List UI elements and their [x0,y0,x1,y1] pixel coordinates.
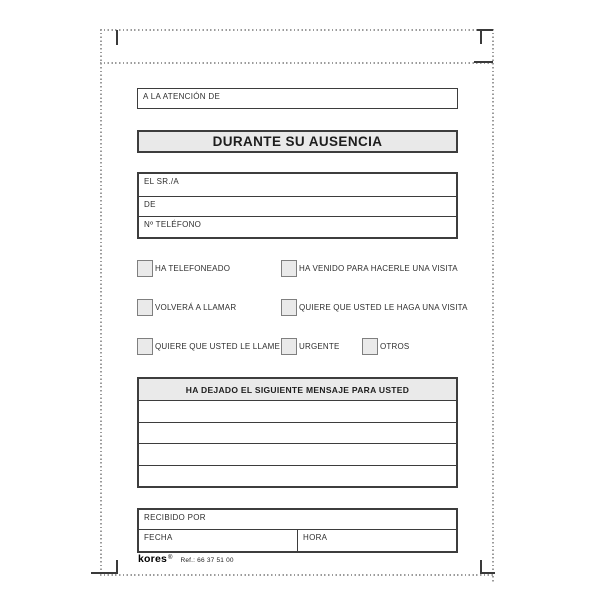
checkbox-label: URGENTE [299,341,340,351]
perforation-line-top [100,29,493,31]
received-section [137,508,458,553]
checkbox-otros [362,337,409,355]
message-header [139,379,456,401]
message-blank-line [139,401,456,422]
checkbox-ha-venido-visita [281,259,458,277]
caller-name-field [139,174,456,197]
crop-mark-right-stub [474,61,493,63]
caller-company-field [139,197,456,217]
caller-info-section [137,172,458,239]
checkbox-box [137,260,153,277]
brand-logo: kores [138,553,168,565]
checkbox-label: HA VENIDO PARA HACERLE UNA VISITA [299,263,458,273]
checkbox-quiere-le-llame [137,337,280,355]
crop-mark-top-right-v [480,30,482,44]
date-label: FECHA [144,533,173,542]
checkbox-label: HA TELEFONEADO [155,263,231,273]
checkbox-label: QUIERE QUE USTED LE LLAME [155,341,281,351]
message-section [137,377,458,488]
checkbox-ha-telefoneado [137,259,230,277]
attention-label: A LA ATENCIÓN DE [143,91,221,101]
checkbox-urgente [281,337,340,355]
message-header-label: HA DEJADO EL SIGUIENTE MENSAJE PARA USTED [185,384,410,395]
caller-phone-label: Nº TELÉFONO [144,219,202,229]
date-field [139,530,298,551]
crop-mark-bottom-right-h [480,572,495,574]
checkbox-label: VOLVERÁ A LLAMAR [155,302,237,312]
message-blank-line [139,443,456,465]
perforation-line-right [492,29,494,583]
perforation-line-stub [100,62,493,64]
caller-phone-field [139,217,456,238]
caller-company-label: DE [144,200,156,209]
caller-name-label: EL SR./A [144,177,180,186]
time-label: HORA [303,533,328,542]
form-title-panel [137,130,458,153]
checkbox-label: OTROS [380,341,410,351]
checkbox-volvera-a-llamar [137,298,236,316]
checkbox-box [137,338,153,355]
message-blank-line [139,422,456,444]
crop-mark-top-left [116,30,118,45]
form-title: DURANTE SU AUSENCIA [212,134,383,149]
checkbox-box [137,299,153,316]
checkbox-box [281,338,297,355]
received-by-label: RECIBIDO POR [144,513,206,522]
checkbox-label: QUIERE QUE USTED LE HAGA UNA VISITA [299,302,468,312]
checkbox-box [281,260,297,277]
checkbox-box [281,299,297,316]
perforation-line-bottom [100,574,493,576]
attention-field [137,88,458,109]
footer [138,554,234,565]
perforation-line-left [100,29,102,575]
datetime-row [139,530,456,551]
message-blank-line [139,465,456,487]
crop-mark-bottom-left-h [91,572,118,574]
received-by-field [139,510,456,530]
ref-number: Ref.: 66 37 51 00 [180,557,234,564]
registered-trademark-icon: ® [168,555,173,561]
checkbox-box [362,338,378,355]
checkbox-quiere-haga-visita [281,298,468,316]
time-field [298,530,456,551]
